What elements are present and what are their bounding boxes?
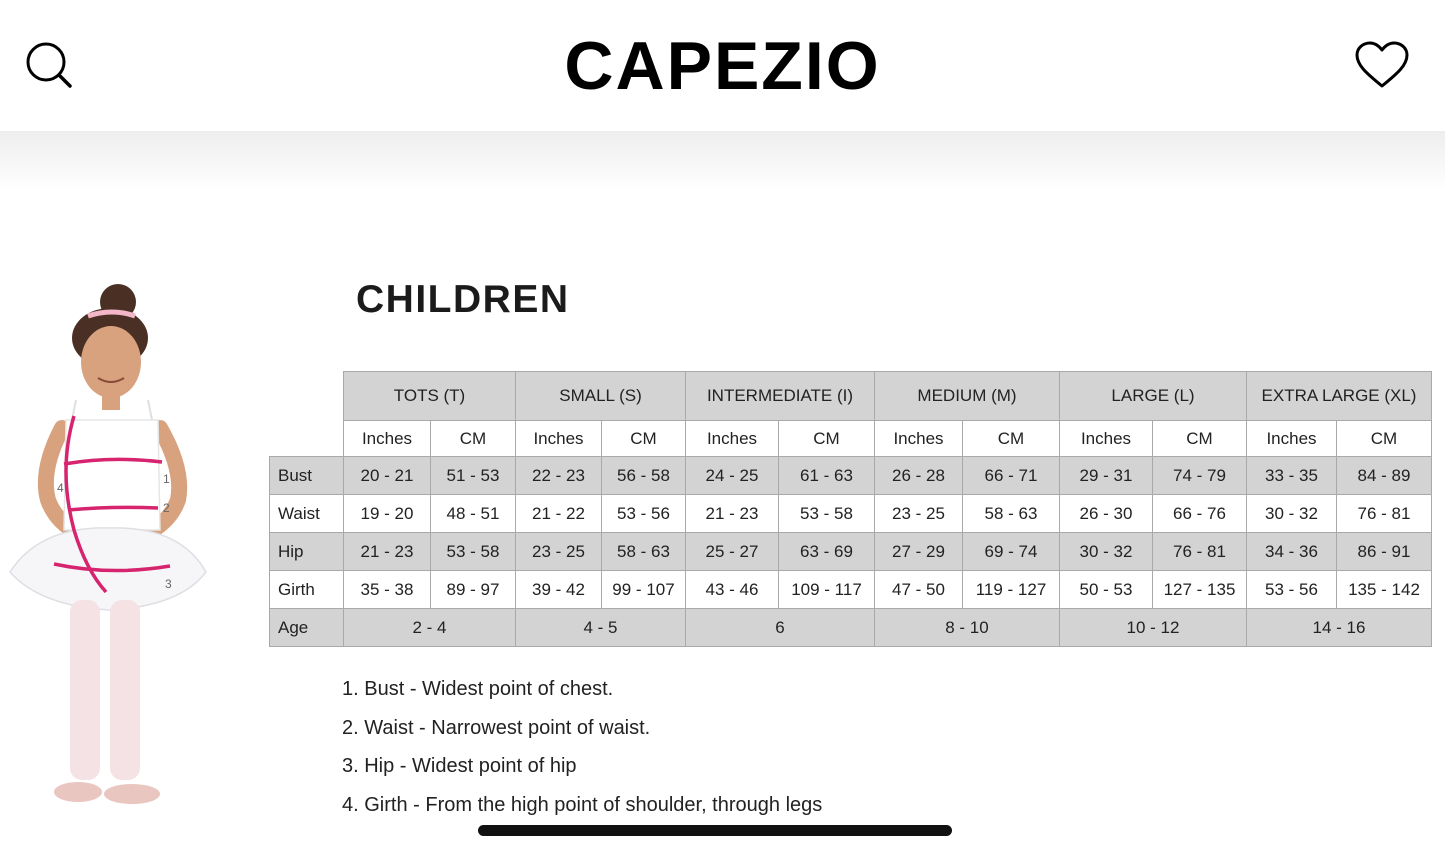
note-item: 1. Bust - Widest point of chest. [342, 678, 614, 700]
unit-row [270, 421, 1432, 457]
age-cell: 14 - 16 [1247, 609, 1432, 647]
section-title: CHILDREN [356, 278, 570, 321]
marker-3: 3 [165, 577, 172, 591]
marker-1: 1 [163, 472, 170, 486]
blank-cell [270, 372, 344, 421]
size-header: LARGE (L) [1060, 372, 1247, 421]
unit-cell: CM [963, 421, 1060, 457]
table-cell: 26 - 30 [1060, 495, 1153, 533]
age-cell: 6 [686, 609, 875, 647]
size-header: MEDIUM (M) [875, 372, 1060, 421]
table-cell: 30 - 32 [1060, 533, 1153, 571]
row-label: Bust [270, 457, 344, 495]
child-figure-image [0, 280, 215, 810]
size-header-row [270, 372, 1432, 421]
unit-cell: CM [1153, 421, 1247, 457]
brand-logo[interactable]: CAPEZIO [564, 28, 881, 104]
table-cell: 51 - 53 [431, 457, 516, 495]
table-cell: 63 - 69 [779, 533, 875, 571]
table-cell: 47 - 50 [875, 571, 963, 609]
size-header: INTERMEDIATE (I) [686, 372, 875, 421]
row-label: Hip [270, 533, 344, 571]
table-cell: 23 - 25 [875, 495, 963, 533]
unit-cell: CM [1337, 421, 1432, 457]
age-cell: 10 - 12 [1060, 609, 1247, 647]
size-header: SMALL (S) [516, 372, 686, 421]
table-cell: 21 - 22 [516, 495, 602, 533]
table-cell: 22 - 23 [516, 457, 602, 495]
table-row-girth [270, 571, 1432, 609]
home-indicator[interactable] [478, 825, 952, 836]
table-cell: 50 - 53 [1060, 571, 1153, 609]
table-cell: 34 - 36 [1247, 533, 1337, 571]
unit-cell: CM [602, 421, 686, 457]
unit-cell: Inches [1060, 421, 1153, 457]
unit-cell: CM [779, 421, 875, 457]
table-cell: 66 - 71 [963, 457, 1060, 495]
table-cell: 61 - 63 [779, 457, 875, 495]
table-cell: 30 - 32 [1247, 495, 1337, 533]
table-cell: 33 - 35 [1247, 457, 1337, 495]
table-cell: 74 - 79 [1153, 457, 1247, 495]
unit-cell: Inches [344, 421, 431, 457]
table-cell: 127 - 135 [1153, 571, 1247, 609]
table-cell: 58 - 63 [963, 495, 1060, 533]
table-row-hip [270, 533, 1432, 571]
note-item: 4. Girth - From the high point of shoulder, through legs [342, 793, 823, 816]
table-cell: 27 - 29 [875, 533, 963, 571]
table-cell: 25 - 27 [686, 533, 779, 571]
wishlist-button[interactable] [1352, 40, 1412, 92]
size-chart-table [269, 371, 1432, 647]
table-cell: 43 - 46 [686, 571, 779, 609]
marker-2: 2 [163, 501, 170, 515]
unit-cell: Inches [1247, 421, 1337, 457]
header-shadow [0, 131, 1445, 191]
table-cell: 135 - 142 [1337, 571, 1432, 609]
top-header [0, 0, 1445, 131]
table-cell: 66 - 76 [1153, 495, 1247, 533]
age-cell: 8 - 10 [875, 609, 1060, 647]
table-cell: 53 - 58 [431, 533, 516, 571]
blank-cell [270, 421, 344, 457]
unit-cell: CM [431, 421, 516, 457]
row-label: Waist [270, 495, 344, 533]
table-cell: 53 - 56 [1247, 571, 1337, 609]
table-cell: 24 - 25 [686, 457, 779, 495]
age-cell: 4 - 5 [516, 609, 686, 647]
table-cell: 23 - 25 [516, 533, 602, 571]
table-row-age [270, 609, 1432, 647]
unit-cell: Inches [875, 421, 963, 457]
table-cell: 69 - 74 [963, 533, 1060, 571]
table-cell: 99 - 107 [602, 571, 686, 609]
measurement-notes [342, 676, 822, 830]
table-row-waist [270, 495, 1432, 533]
table-cell: 26 - 28 [875, 457, 963, 495]
table-cell: 58 - 63 [602, 533, 686, 571]
table-cell: 53 - 58 [779, 495, 875, 533]
table-cell: 76 - 81 [1337, 495, 1432, 533]
table-cell: 29 - 31 [1060, 457, 1153, 495]
table-row-bust [270, 457, 1432, 495]
size-header: EXTRA LARGE (XL) [1247, 372, 1432, 421]
heart-icon [1352, 40, 1412, 92]
table-cell: 39 - 42 [516, 571, 602, 609]
marker-4: 4 [57, 481, 64, 495]
table-cell: 48 - 51 [431, 495, 516, 533]
table-cell: 35 - 38 [344, 571, 431, 609]
table-cell: 119 - 127 [963, 571, 1060, 609]
table-cell: 19 - 20 [344, 495, 431, 533]
table-cell: 84 - 89 [1337, 457, 1432, 495]
size-header: TOTS (T) [344, 372, 516, 421]
note-item: 2. Waist - Narrowest point of waist. [342, 716, 651, 739]
unit-cell: Inches [516, 421, 602, 457]
table-cell: 86 - 91 [1337, 533, 1432, 571]
table-cell: 109 - 117 [779, 571, 875, 609]
figure-body [10, 284, 206, 804]
table-cell: 89 - 97 [431, 571, 516, 609]
note-item: 3. Hip - Widest point of hip [342, 755, 577, 777]
age-cell: 2 - 4 [344, 609, 516, 647]
table-cell: 21 - 23 [686, 495, 779, 533]
unit-cell: Inches [686, 421, 779, 457]
row-label: Age [270, 609, 344, 647]
table-cell: 76 - 81 [1153, 533, 1247, 571]
table-cell: 56 - 58 [602, 457, 686, 495]
table-cell: 21 - 23 [344, 533, 431, 571]
row-label: Girth [270, 571, 344, 609]
table-cell: 20 - 21 [344, 457, 431, 495]
table-cell: 53 - 56 [602, 495, 686, 533]
